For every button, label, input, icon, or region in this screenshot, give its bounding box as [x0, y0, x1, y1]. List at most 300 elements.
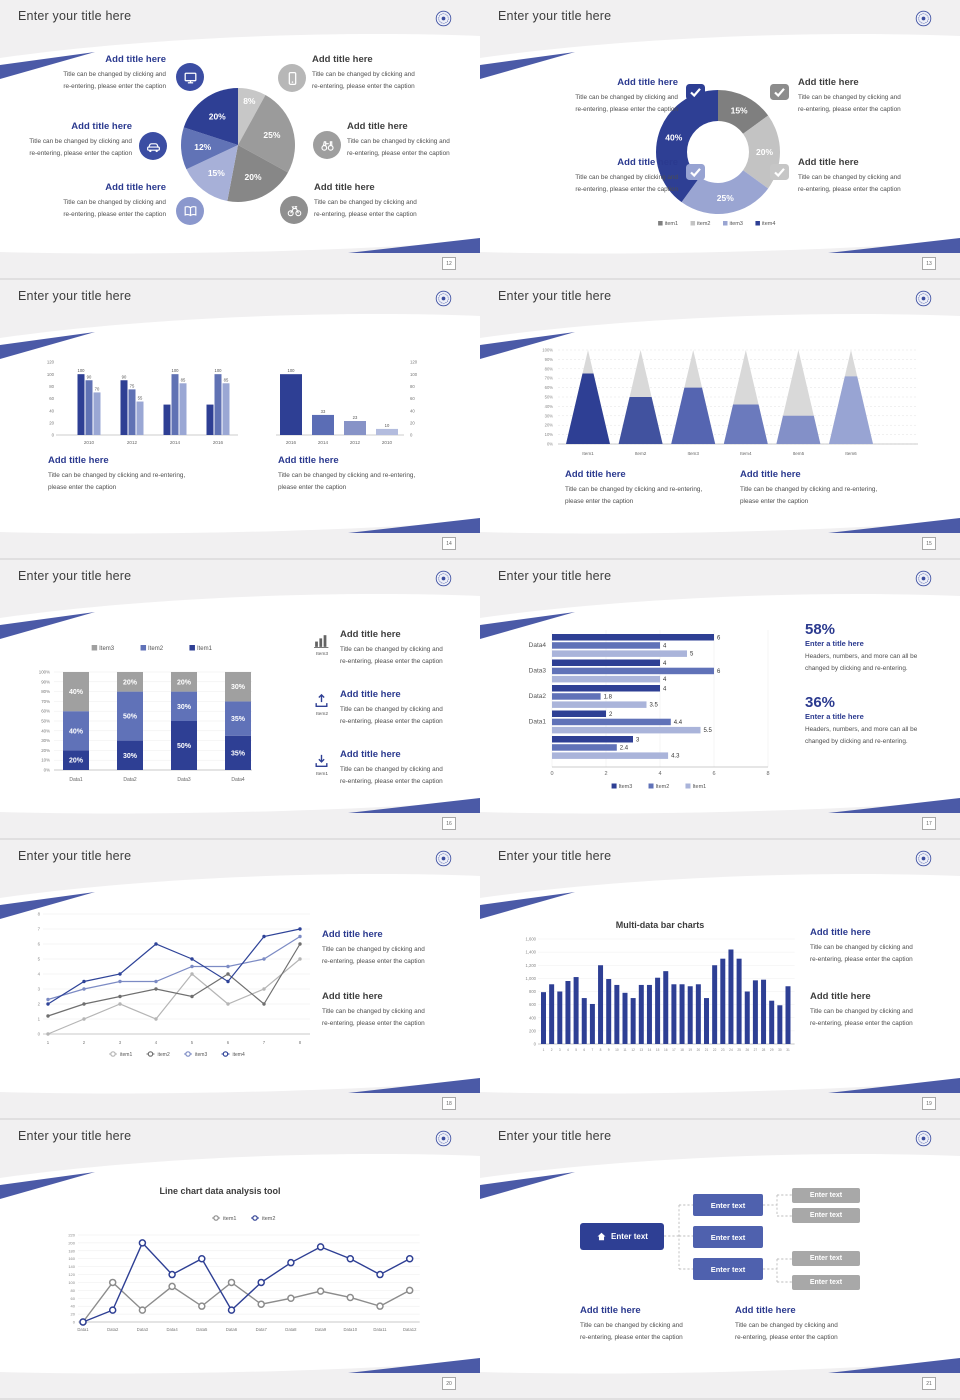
svg-text:6: 6	[226, 1040, 230, 1045]
svg-text:55: 55	[137, 395, 143, 401]
svg-text:40: 40	[410, 408, 415, 414]
svg-text:20%: 20%	[544, 422, 553, 428]
svg-text:200: 200	[529, 1028, 536, 1034]
svg-text:140: 140	[68, 1264, 75, 1270]
svg-text:3: 3	[558, 1048, 561, 1052]
svg-text:20%: 20%	[244, 171, 262, 182]
svg-text:5: 5	[575, 1048, 577, 1052]
monitor-icon	[176, 63, 204, 91]
svg-text:80: 80	[70, 1287, 75, 1293]
diagram-root-node[interactable]: Enter text	[580, 1223, 664, 1250]
svg-text:60%: 60%	[41, 708, 50, 714]
svg-text:Item5: Item5	[792, 451, 805, 456]
svg-text:4: 4	[663, 677, 667, 684]
school-badge-logo-icon	[915, 290, 932, 307]
home-icon	[596, 1231, 607, 1242]
svg-text:5: 5	[690, 651, 694, 658]
svg-text:Item1: Item1	[196, 646, 212, 652]
svg-text:10%: 10%	[544, 432, 553, 438]
svg-text:30%: 30%	[41, 738, 50, 744]
svg-text:7: 7	[591, 1048, 594, 1052]
svg-text:item1: item1	[664, 221, 679, 227]
block-caption: Title can be changed by clicking and re-entering, please enter the caption	[29, 137, 132, 157]
svg-text:item1: item1	[223, 1216, 237, 1222]
svg-text:Item3: Item3	[99, 646, 115, 652]
svg-text:31: 31	[786, 1048, 790, 1052]
svg-text:8%: 8%	[243, 95, 256, 106]
bicycle-icon	[280, 196, 308, 224]
svg-text:100: 100	[287, 368, 295, 374]
svg-text:220: 220	[68, 1232, 75, 1238]
slide-line-analysis[interactable]	[0, 1120, 480, 1400]
svg-text:Data2: Data2	[123, 777, 137, 783]
svg-text:30%: 30%	[230, 684, 246, 692]
block-title: Add title here	[71, 121, 132, 132]
svg-text:2: 2	[37, 1001, 40, 1007]
block-title: Add title here	[798, 77, 859, 88]
svg-text:Item3: Item3	[687, 451, 699, 456]
svg-text:3: 3	[636, 737, 640, 744]
school-badge-logo-icon	[435, 1130, 452, 1147]
svg-text:6: 6	[712, 771, 716, 777]
svg-text:400: 400	[529, 1015, 536, 1021]
school-badge-logo-icon	[435, 290, 452, 307]
svg-text:50%: 50%	[176, 743, 192, 750]
svg-text:20: 20	[49, 420, 54, 426]
svg-text:28: 28	[761, 1048, 766, 1052]
stat-block	[805, 622, 950, 676]
svg-text:12: 12	[631, 1048, 635, 1052]
page-number: 16	[442, 817, 456, 830]
block-title: Add title here	[340, 689, 401, 700]
svg-text:100: 100	[46, 371, 54, 377]
svg-text:2012: 2012	[126, 440, 138, 445]
page-number: 12	[442, 257, 456, 270]
block-title: Add title here	[340, 629, 401, 640]
line-chart	[18, 902, 318, 1060]
svg-text:20: 20	[696, 1048, 701, 1052]
svg-text:Data3: Data3	[528, 667, 546, 675]
svg-text:15: 15	[655, 1048, 660, 1052]
svg-text:Item3: Item3	[618, 784, 633, 790]
svg-text:27: 27	[753, 1048, 758, 1052]
diagram-leaf-node[interactable]: Enter text	[792, 1251, 860, 1266]
svg-text:85: 85	[223, 377, 229, 383]
slide-multidata-bars[interactable]	[480, 840, 960, 1120]
phone-icon	[278, 64, 306, 92]
svg-text:Data2: Data2	[528, 693, 546, 700]
school-badge-logo-icon	[435, 570, 452, 587]
block-caption: Title can be changed by clicking and re-entering, please enter the caption	[347, 137, 450, 157]
checkbox-checked-icon[interactable]	[770, 164, 789, 181]
page-number: 18	[442, 1097, 456, 1110]
block-caption: Title can be changed by clicking and re-entering, please enter the caption	[580, 1321, 683, 1341]
info-block	[340, 630, 475, 669]
block-title: Add title here	[322, 929, 383, 940]
svg-text:40: 40	[49, 408, 54, 414]
slide-bar-charts[interactable]	[0, 280, 480, 560]
stat-value: 58%	[805, 621, 836, 638]
svg-text:50%: 50%	[41, 718, 50, 724]
svg-text:Data10: Data10	[343, 1327, 358, 1332]
svg-text:80%: 80%	[544, 366, 553, 372]
chart-title: Multi-data bar charts	[615, 920, 705, 930]
svg-text:40: 40	[70, 1303, 75, 1309]
svg-text:Item4: Item4	[740, 451, 752, 456]
school-badge-logo-icon	[435, 10, 452, 27]
svg-text:Data9: Data9	[315, 1327, 327, 1332]
svg-text:4: 4	[37, 971, 40, 977]
svg-text:Data3: Data3	[177, 777, 191, 783]
svg-text:90%: 90%	[41, 679, 50, 685]
block-title: Add title here	[312, 54, 373, 65]
diagram-node[interactable]: Enter text	[693, 1258, 763, 1280]
info-block	[312, 55, 472, 94]
pie-chart	[178, 86, 298, 206]
svg-text:Data5: Data5	[196, 1327, 208, 1332]
slide-header-title: Enter your title here	[18, 849, 132, 863]
svg-text:120: 120	[410, 359, 418, 365]
block-title: Add title here	[810, 927, 871, 938]
svg-text:7: 7	[262, 1040, 266, 1045]
svg-text:2016: 2016	[285, 440, 297, 445]
svg-text:75: 75	[129, 383, 135, 389]
svg-text:2: 2	[82, 1040, 86, 1045]
svg-text:2014: 2014	[169, 440, 181, 445]
svg-text:100%: 100%	[38, 669, 50, 675]
svg-text:0: 0	[37, 1031, 40, 1037]
slide-line-chart-4series[interactable]	[0, 840, 480, 1120]
svg-text:40%: 40%	[41, 728, 50, 734]
svg-text:40%: 40%	[68, 728, 84, 736]
svg-text:1,600: 1,600	[525, 936, 536, 942]
svg-text:0: 0	[550, 771, 554, 777]
svg-text:10: 10	[615, 1048, 619, 1052]
svg-text:60: 60	[49, 396, 54, 402]
block-caption: Title can be changed by clicking and re-entering, please enter the caption	[340, 645, 443, 665]
slide-header-title: Enter your title here	[498, 849, 612, 863]
multidata-bar-chart	[510, 932, 810, 1057]
info-block	[580, 1306, 730, 1345]
diagram-leaf-node[interactable]: Enter text	[792, 1188, 860, 1203]
svg-text:80: 80	[49, 383, 54, 389]
svg-text:23: 23	[721, 1048, 725, 1052]
block-caption: Title can be changed by clicking and re-entering, please enter the caption	[278, 471, 416, 491]
svg-text:60: 60	[70, 1295, 75, 1301]
info-block	[740, 470, 930, 509]
svg-text:0%: 0%	[43, 767, 50, 773]
block-caption: Title can be changed by clicking and re-entering, please enter the caption	[798, 173, 901, 193]
block-title: Add title here	[740, 469, 801, 480]
stat-block	[805, 695, 950, 749]
info-block	[565, 470, 755, 509]
diagram-leaf-node[interactable]: Enter text	[792, 1275, 860, 1290]
block-title: Add title here	[617, 157, 678, 168]
svg-text:2016: 2016	[212, 440, 224, 445]
svg-text:Data4: Data4	[166, 1327, 178, 1332]
info-block	[322, 930, 472, 969]
svg-text:20%: 20%	[176, 679, 192, 687]
svg-text:4: 4	[567, 1048, 569, 1052]
svg-text:3.5: 3.5	[649, 702, 658, 709]
svg-text:item2: item2	[262, 1216, 276, 1222]
svg-text:15%: 15%	[207, 167, 225, 178]
svg-text:Data1: Data1	[528, 718, 546, 726]
upload-icon	[313, 692, 330, 709]
svg-text:Data1: Data1	[69, 777, 83, 783]
svg-text:1,200: 1,200	[525, 962, 536, 968]
block-title: Add title here	[278, 455, 339, 466]
svg-text:4: 4	[663, 643, 667, 650]
icon-label: Item3	[316, 652, 328, 657]
binoculars-icon	[313, 131, 341, 159]
svg-text:Data8: Data8	[285, 1327, 297, 1332]
svg-text:100%: 100%	[542, 347, 553, 353]
block-caption: Title can be changed by clicking and re-entering, please enter the caption	[810, 943, 913, 963]
info-block	[314, 183, 474, 222]
svg-text:Data6: Data6	[225, 1327, 238, 1332]
svg-text:26: 26	[745, 1048, 750, 1052]
block-caption: Title can be changed by clicking and re-entering, please enter the caption	[322, 1007, 425, 1027]
slide-header-title: Enter your title here	[498, 9, 612, 23]
svg-text:Data12: Data12	[402, 1327, 417, 1332]
checkbox-checked-icon[interactable]	[770, 84, 789, 101]
page-number: 13	[922, 257, 936, 270]
svg-text:80: 80	[410, 383, 415, 389]
info-block	[347, 122, 477, 161]
svg-text:2.4: 2.4	[619, 745, 629, 752]
block-title: Add title here	[105, 182, 166, 193]
block-caption: Title can be changed by clicking and re-entering, please enter the caption	[63, 198, 166, 218]
car-icon	[139, 132, 167, 160]
info-block	[798, 78, 950, 117]
svg-text:25%: 25%	[263, 130, 281, 141]
svg-text:14: 14	[647, 1048, 652, 1052]
page-number: 20	[442, 1377, 456, 1390]
svg-text:50%: 50%	[544, 394, 553, 400]
slide-header-title: Enter your title here	[18, 289, 132, 303]
svg-text:1,000: 1,000	[525, 975, 536, 981]
block-title: Add title here	[314, 182, 375, 193]
svg-text:800: 800	[529, 989, 536, 994]
horizontal-bar-chart	[500, 620, 815, 795]
svg-text:90: 90	[86, 374, 92, 380]
svg-text:23: 23	[352, 415, 358, 421]
checkbox-checked-icon[interactable]	[686, 84, 705, 101]
slide-header-title: Enter your title here	[498, 289, 612, 303]
slide-pie-infographic[interactable]	[0, 0, 480, 280]
icon-label: Item2	[316, 712, 328, 717]
block-caption: Title can be changed by clicking and re-entering, please enter the caption	[48, 471, 186, 491]
svg-text:30%: 30%	[544, 413, 553, 419]
svg-text:20: 20	[70, 1311, 75, 1317]
stat-caption: Headers, numbers, and more can all be changed by clicking and re-entering.	[805, 652, 918, 672]
svg-text:2: 2	[604, 771, 608, 777]
svg-text:4: 4	[663, 686, 667, 693]
svg-text:6: 6	[717, 635, 721, 642]
svg-text:29: 29	[769, 1048, 774, 1052]
svg-text:5: 5	[37, 956, 40, 962]
svg-text:180: 180	[68, 1248, 75, 1254]
svg-text:8: 8	[766, 771, 770, 777]
block-caption: Title can be changed by clicking and re-entering, please enter the caption	[312, 70, 415, 90]
info-block	[810, 928, 955, 967]
slide-horizontal-bars[interactable]	[480, 560, 960, 840]
school-badge-logo-icon	[435, 850, 452, 867]
svg-text:17: 17	[672, 1048, 676, 1052]
slide-donut-checklist[interactable]	[480, 0, 960, 280]
svg-text:8: 8	[599, 1048, 602, 1052]
svg-text:120: 120	[68, 1272, 75, 1278]
svg-text:2: 2	[550, 1048, 553, 1052]
checkbox-checked-icon[interactable]	[686, 164, 705, 181]
svg-text:2012: 2012	[349, 440, 361, 445]
svg-text:4.3: 4.3	[671, 753, 680, 760]
stat-value: 36%	[805, 694, 836, 711]
svg-text:60: 60	[410, 396, 415, 402]
svg-text:200: 200	[68, 1240, 75, 1246]
svg-text:4: 4	[658, 771, 662, 777]
slide-cone-chart[interactable]	[480, 280, 960, 560]
svg-text:Item1: Item1	[692, 784, 707, 790]
cone-chart	[530, 338, 925, 468]
diagram-node[interactable]: Enter text	[693, 1194, 763, 1216]
stacked-bar-chart	[20, 638, 300, 790]
svg-text:20: 20	[410, 420, 415, 426]
school-badge-logo-icon	[915, 1130, 932, 1147]
svg-text:100: 100	[171, 368, 179, 374]
svg-text:2014: 2014	[317, 440, 329, 445]
block-caption: Title can be changed by clicking and re-entering, please enter the caption	[322, 945, 425, 965]
svg-text:2: 2	[609, 711, 613, 718]
block-caption: Title can be changed by clicking and re-entering, please enter the caption	[740, 485, 878, 505]
svg-text:8: 8	[298, 1040, 302, 1045]
svg-text:16: 16	[663, 1048, 668, 1052]
svg-text:7: 7	[37, 926, 40, 932]
block-title: Add title here	[617, 77, 678, 88]
block-caption: Title can be changed by clicking and re-entering, please enter the caption	[575, 173, 678, 193]
diagram-node[interactable]: Enter text	[693, 1226, 763, 1248]
svg-text:160: 160	[68, 1256, 75, 1262]
slide-header-title: Enter your title here	[18, 9, 132, 23]
stat-title: Enter a title here	[805, 639, 864, 648]
info-block	[798, 158, 950, 197]
svg-text:22: 22	[712, 1048, 717, 1052]
block-title: Add title here	[347, 121, 408, 132]
svg-text:90%: 90%	[544, 356, 553, 362]
svg-text:11: 11	[623, 1048, 627, 1052]
svg-text:item3: item3	[729, 221, 743, 227]
block-caption: Title can be changed by clicking and re-entering, please enter the caption	[810, 1007, 913, 1027]
svg-text:Data2: Data2	[107, 1327, 119, 1332]
stat-title: Enter a title here	[805, 712, 864, 721]
info-block	[0, 122, 132, 161]
svg-text:1: 1	[542, 1048, 545, 1052]
block-caption: Title can be changed by clicking and re-entering, please enter the caption	[565, 485, 703, 505]
svg-text:0%: 0%	[546, 441, 553, 447]
svg-text:2010: 2010	[83, 440, 95, 445]
block-caption: Title can be changed by clicking and re-entering, please enter the caption	[63, 70, 166, 90]
svg-text:Data1: Data1	[77, 1327, 89, 1332]
block-title: Add title here	[340, 749, 401, 760]
svg-text:30: 30	[778, 1048, 782, 1052]
svg-text:1: 1	[46, 1040, 50, 1045]
svg-text:20%: 20%	[41, 747, 50, 753]
svg-text:60%: 60%	[544, 385, 553, 391]
svg-text:item4: item4	[232, 1052, 245, 1058]
svg-text:Item2: Item2	[148, 646, 164, 652]
svg-text:20%: 20%	[122, 679, 138, 687]
svg-text:4: 4	[663, 660, 667, 667]
svg-text:Data7: Data7	[255, 1327, 267, 1332]
svg-text:100: 100	[214, 368, 222, 374]
block-title: Add title here	[322, 991, 383, 1002]
school-badge-logo-icon	[915, 850, 932, 867]
svg-text:item1: item1	[120, 1052, 133, 1058]
svg-text:item2: item2	[157, 1052, 170, 1058]
block-caption: Title can be changed by clicking and re-entering, please enter the caption	[340, 765, 443, 785]
svg-text:100: 100	[77, 368, 85, 374]
info-block	[340, 750, 475, 789]
svg-text:item2: item2	[697, 221, 711, 227]
svg-text:1,400: 1,400	[525, 949, 536, 955]
svg-text:Item6: Item6	[845, 451, 857, 456]
diagram-leaf-node[interactable]: Enter text	[792, 1208, 860, 1223]
svg-text:Item2: Item2	[634, 451, 647, 456]
svg-text:1: 1	[37, 1016, 40, 1022]
info-block	[498, 158, 678, 197]
svg-text:40%: 40%	[665, 132, 683, 143]
svg-text:6: 6	[37, 941, 40, 947]
svg-text:50%: 50%	[122, 713, 138, 721]
svg-text:3: 3	[118, 1040, 122, 1045]
svg-text:600: 600	[529, 1002, 536, 1008]
svg-text:20%: 20%	[208, 111, 226, 122]
school-badge-logo-icon	[915, 10, 932, 27]
svg-text:10%: 10%	[41, 757, 50, 763]
info-block	[735, 1306, 885, 1345]
svg-text:100: 100	[68, 1279, 75, 1285]
svg-text:4.4: 4.4	[673, 720, 683, 726]
slide-header-title: Enter your title here	[498, 1129, 612, 1143]
svg-text:21: 21	[704, 1048, 709, 1052]
block-caption: Title can be changed by clicking and re-entering, please enter the caption	[735, 1321, 838, 1341]
block-caption: Title can be changed by clicking and re-entering, please enter the caption	[575, 93, 678, 113]
svg-text:20%: 20%	[755, 147, 774, 157]
svg-text:30%: 30%	[122, 752, 138, 760]
svg-text:15%: 15%	[730, 105, 748, 116]
svg-text:90: 90	[121, 374, 127, 380]
svg-text:3: 3	[37, 986, 40, 992]
info-block	[48, 456, 238, 495]
svg-text:80%: 80%	[41, 689, 50, 695]
svg-text:25: 25	[737, 1048, 741, 1052]
page-number: 14	[442, 537, 456, 550]
svg-text:Data3: Data3	[136, 1327, 148, 1332]
slide-org-diagram[interactable]	[480, 1120, 960, 1400]
slide-stacked-bars[interactable]	[0, 560, 480, 840]
svg-text:0: 0	[51, 432, 54, 438]
chart-column-icon	[313, 632, 330, 649]
svg-text:35%: 35%	[230, 716, 246, 724]
svg-text:20%: 20%	[68, 757, 84, 765]
svg-text:30%: 30%	[176, 703, 192, 711]
page-number: 19	[922, 1097, 936, 1110]
svg-text:85: 85	[180, 377, 186, 383]
info-block	[810, 992, 955, 1031]
svg-text:13: 13	[639, 1048, 644, 1052]
info-block	[278, 456, 468, 495]
